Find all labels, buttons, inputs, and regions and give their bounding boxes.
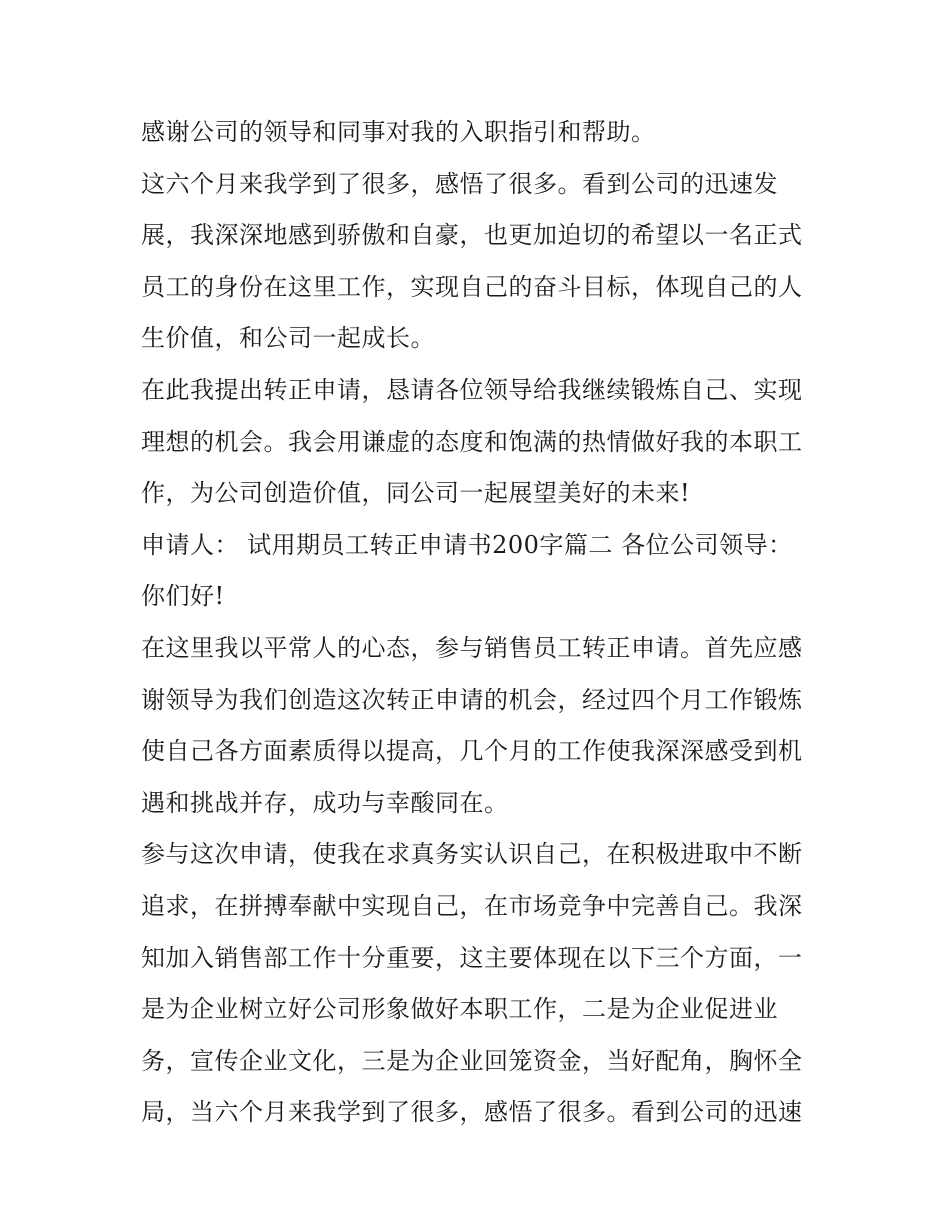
text-line: 员工的身份在这里工作，实现自己的奋斗目标，体现自己的人 — [141, 272, 803, 301]
text-line: 知加入销售部工作十分重要，这主要体现在以下三个方面，一 — [141, 943, 803, 972]
text-line: 在这里我以平常人的心态，参与销售员工转正申请。首先应感 — [141, 633, 803, 662]
text-line: 在此我提出转正申请，恳请各位领导给我继续锻炼自己、实现 — [141, 375, 803, 404]
text-line: 申请人： 试用期员工转正申请书200字篇二 各位公司领导： — [141, 530, 793, 559]
text-line: 展，我深深地感到骄傲和自豪，也更加迫切的希望以一名正式 — [141, 221, 803, 250]
text-line: 追求，在拼搏奉献中实现自己，在市场竞争中完善自己。我深 — [141, 891, 803, 920]
text-line: 局，当六个月来我学到了很多，感悟了很多。看到公司的迅速 — [141, 1098, 803, 1127]
text-line: 遇和挑战并存，成功与幸酸同在。 — [141, 788, 509, 817]
text-line: 谢领导为我们创造这次转正申请的机会，经过四个月工作锻炼 — [141, 685, 803, 714]
text-line: 使自己各方面素质得以提高，几个月的工作使我深深感受到机 — [141, 737, 803, 766]
text-line: 你们好! — [141, 582, 225, 611]
text-line: 感谢公司的领导和同事对我的入职指引和帮助。 — [141, 118, 656, 146]
text-line: 务，宣传企业文化，三是为企业回笼资金，当好配角，胸怀全 — [141, 1046, 803, 1075]
text-line: 这六个月来我学到了很多，感悟了很多。看到公司的迅速发 — [141, 169, 778, 198]
text-line: 参与这次申请，使我在求真务实认识自己，在积极进取中不断 — [141, 840, 803, 869]
text-line: 理想的机会。我会用谦虚的态度和饱满的热情做好我的本职工 — [141, 427, 803, 456]
text-line: 作，为公司创造价值，同公司一起展望美好的未来! — [141, 479, 691, 508]
document-body — [141, 107, 821, 1139]
text-line: 生价值，和公司一起成长。 — [141, 324, 435, 353]
text-line: 是为企业树立好公司形象做好本职工作，二是为企业促进业 — [141, 995, 778, 1024]
